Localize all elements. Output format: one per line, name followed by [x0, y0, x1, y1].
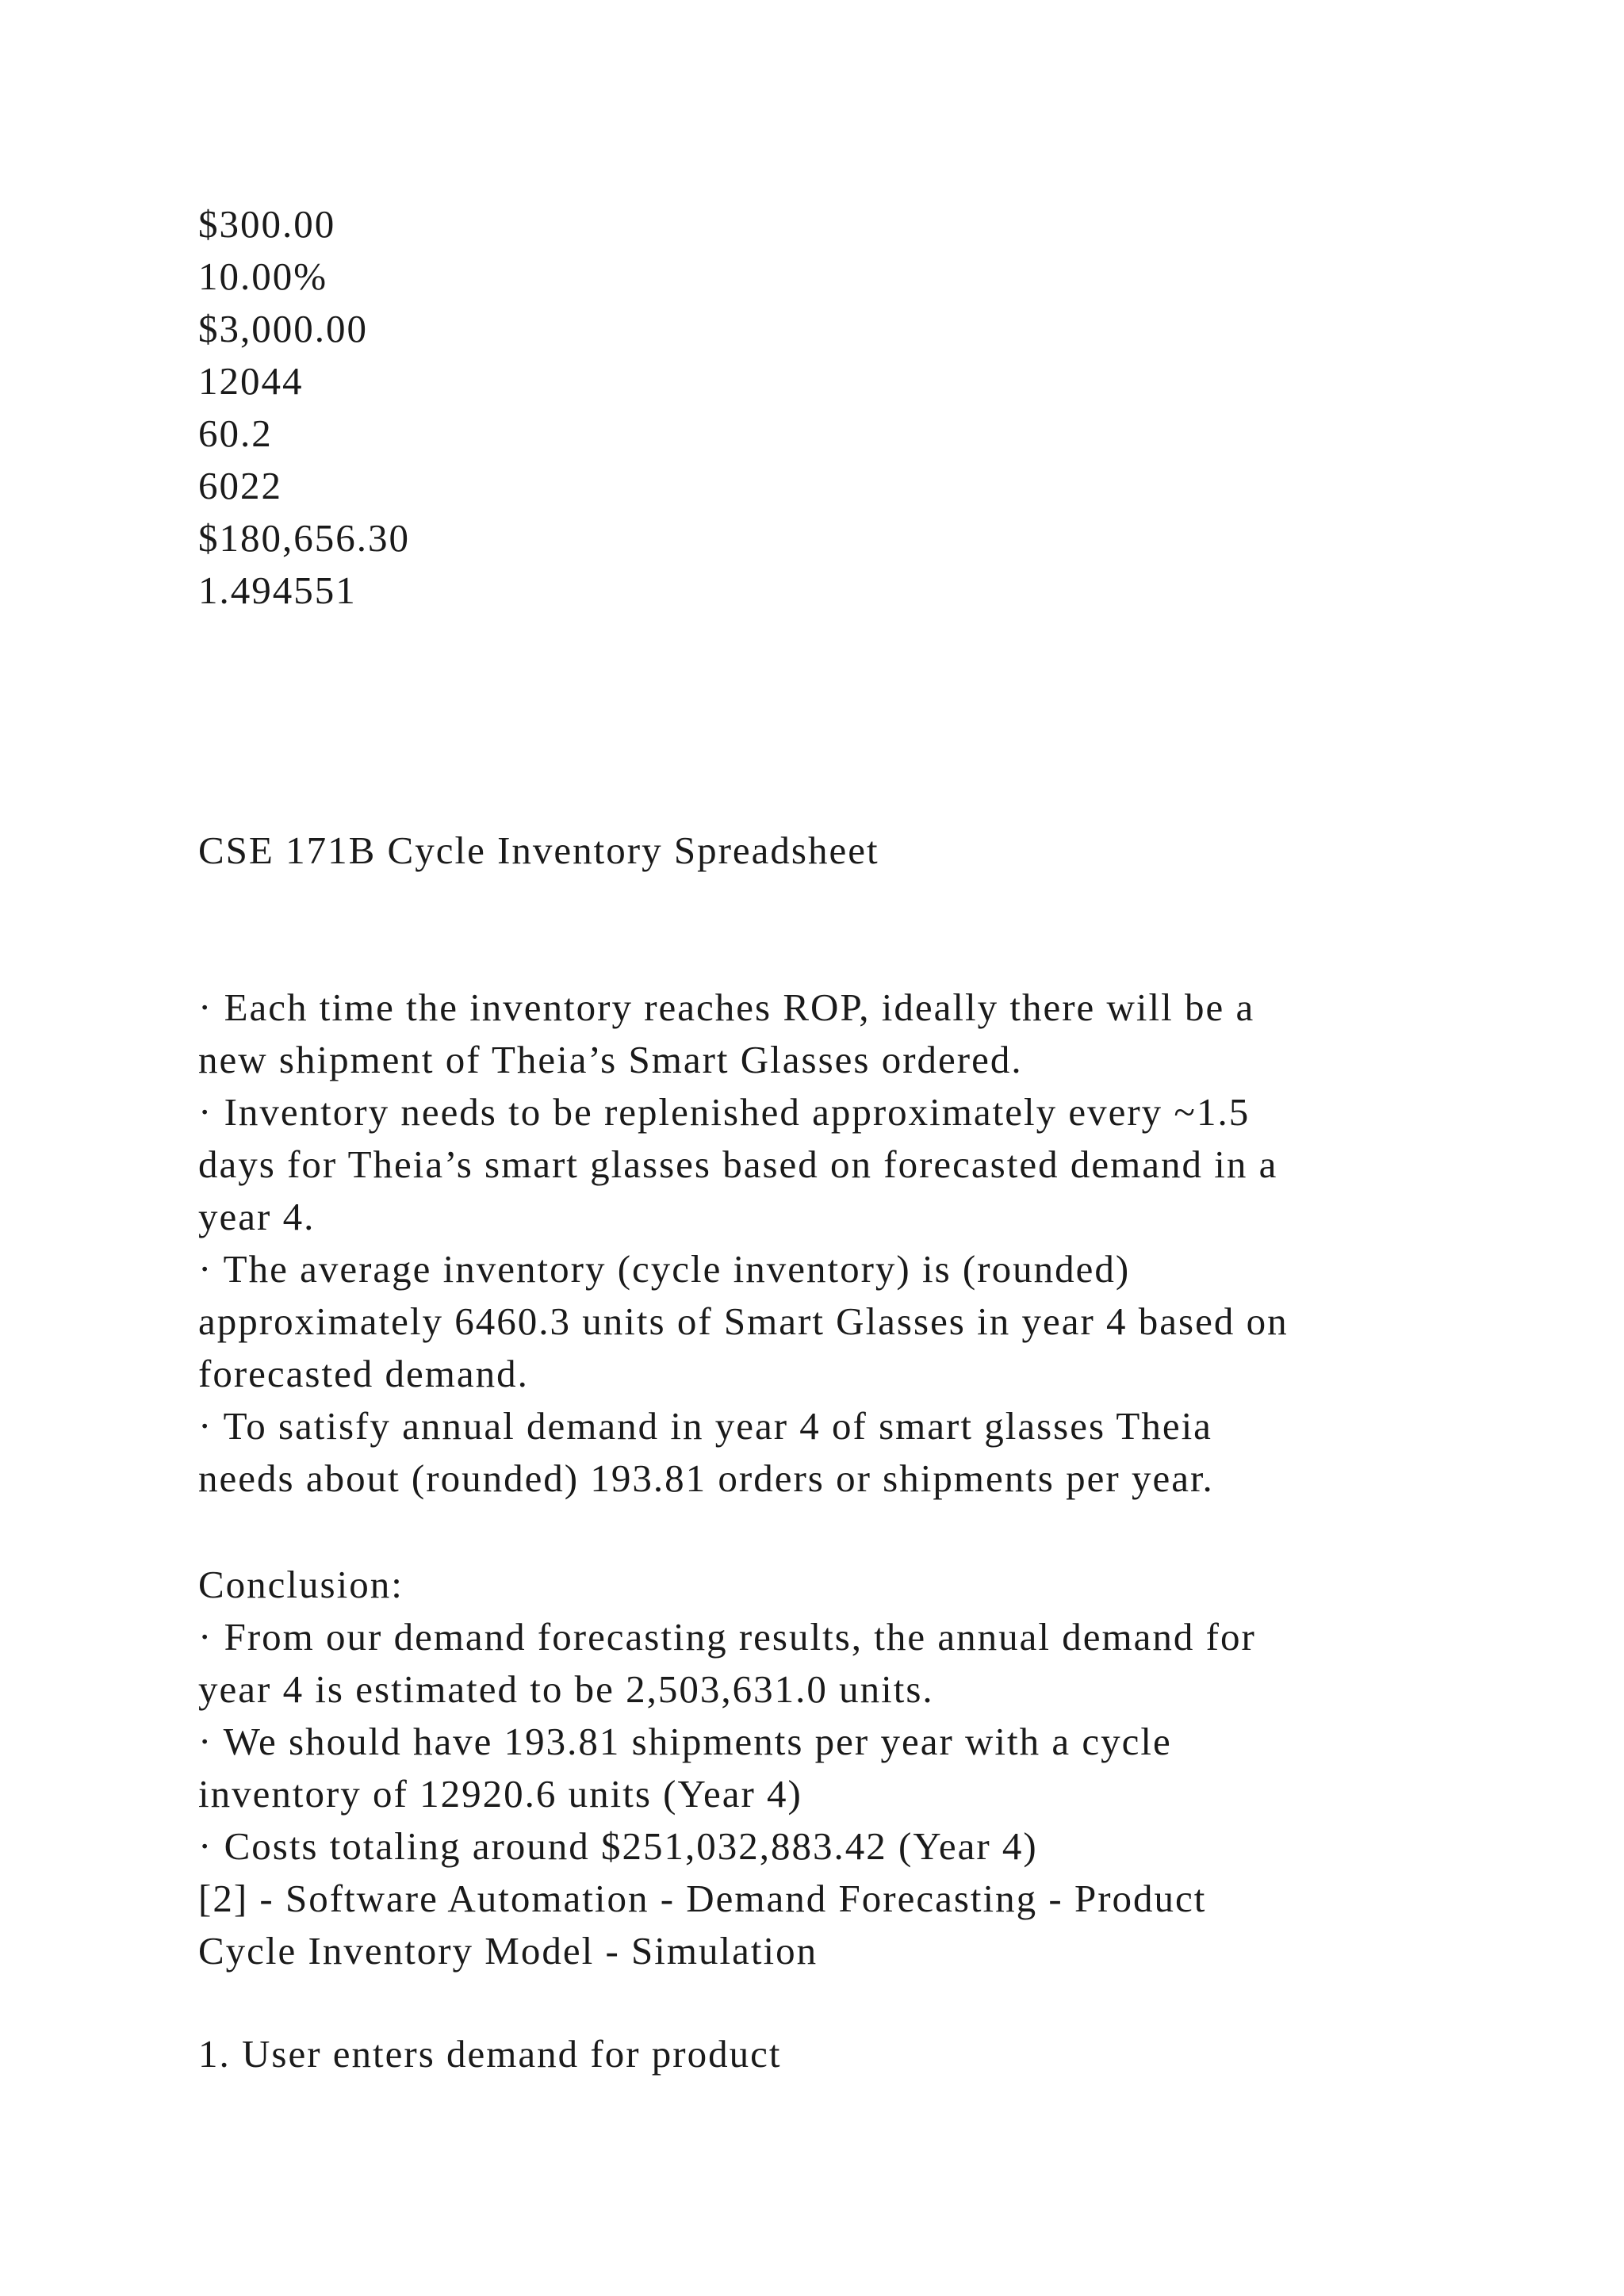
step-item: 1. User enters demand for product [198, 2032, 782, 2076]
section-title [198, 825, 879, 877]
value-line: $180,656.30 [198, 516, 410, 560]
value-line: 1.494551 [198, 568, 357, 612]
values-list [198, 198, 410, 617]
paragraph-line: inventory of 12920.6 units (Year 4) [198, 1772, 802, 1816]
paragraph-line: days for Theia’s smart glasses based on forecasted demand in a [198, 1142, 1278, 1186]
conclusion-heading: Conclusion: [198, 1563, 404, 1606]
conclusion-section [198, 1559, 1256, 1977]
paragraph-line: forecasted demand. [198, 1352, 529, 1395]
value-line: 10.00% [198, 254, 328, 298]
value-line: 6022 [198, 464, 282, 507]
paragraph-line: · Inventory needs to be replenished approximately every ~1.5 [198, 1090, 1251, 1134]
summary-bullets [198, 982, 1289, 1505]
paragraph-line: [2] - Software Automation - Demand Forecasting - Product [198, 1877, 1207, 1920]
paragraph-line: · We should have 193.81 shipments per year with a cycle [198, 1720, 1172, 1763]
paragraph-line: Cycle Inventory Model - Simulation [198, 1929, 818, 1973]
paragraph-line: · The average inventory (cycle inventory) is (rounded) [198, 1247, 1131, 1291]
paragraph-line: · To satisfy annual demand in year 4 of smart glasses Theia [198, 1404, 1212, 1448]
paragraph-line: · From our demand forecasting results, the annual demand for [198, 1615, 1256, 1659]
paragraph-line: approximately 6460.3 units of Smart Glasses in year 4 based on [198, 1299, 1289, 1343]
paragraph-line: needs about (rounded) 193.81 orders or shipments per year. [198, 1456, 1214, 1500]
paragraph-line: year 4 is estimated to be 2,503,631.0 units. [198, 1667, 934, 1711]
paragraph-line: · Costs totaling around $251,032,883.42 (Year 4) [198, 1824, 1038, 1868]
value-line: $300.00 [198, 202, 336, 246]
step-list [198, 2028, 781, 2080]
section-title-text: CSE 171B Cycle Inventory Spreadsheet [198, 828, 879, 872]
value-line: 12044 [198, 359, 304, 403]
paragraph-line: · Each time the inventory reaches ROP, ideally there will be a [198, 985, 1255, 1029]
value-line: 60.2 [198, 411, 273, 455]
value-line: $3,000.00 [198, 307, 368, 350]
paragraph-line: year 4. [198, 1195, 316, 1238]
paragraph-line: new shipment of Theia’s Smart Glasses ordered. [198, 1038, 1023, 1081]
